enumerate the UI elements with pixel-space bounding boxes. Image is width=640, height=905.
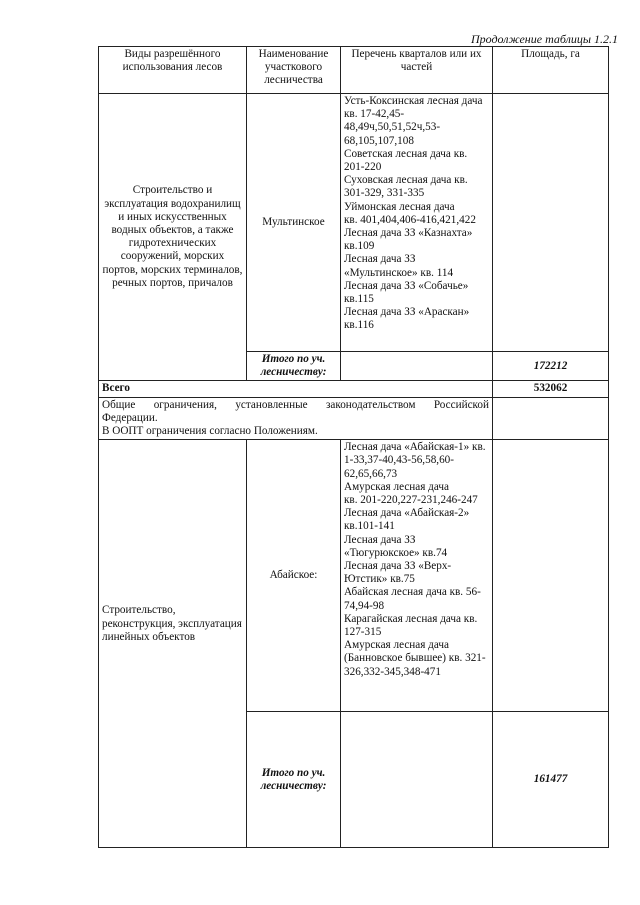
quarter-line: Лесная дача ЗЗ «Собачье» кв.115 <box>344 279 469 306</box>
quarter-line: кв. 401,404,406-416,421,422 <box>344 213 476 226</box>
general-area-empty <box>493 397 609 440</box>
general-restrictions-row <box>99 397 609 440</box>
total-label: Всего <box>99 381 493 397</box>
section1-area-empty <box>493 94 609 352</box>
general-line: Общие ограничения, установленные законодательством Российской <box>102 398 489 411</box>
section1-quarters <box>341 94 493 352</box>
header-forestry: Наименование участкового лесничества <box>247 47 341 94</box>
section2-area-empty <box>493 440 609 712</box>
table-caption: Продолжение таблицы 1.2.1 <box>470 32 618 46</box>
quarter-line: Лесная дача ЗЗ «Мультинское» кв. 114 <box>344 253 454 279</box>
quarter-line: Абайская лесная дача кв. 56-74,94-98 <box>344 586 481 612</box>
section1-subtotal-area: 172212 <box>493 352 609 381</box>
general-line: Федерации. <box>102 411 158 424</box>
section2-quarters <box>341 440 493 712</box>
forest-use-table <box>98 46 609 848</box>
total-row <box>99 381 609 397</box>
general-restrictions <box>99 397 493 440</box>
header-use-type: Виды разрешённого использования лесов <box>99 47 247 94</box>
header-quarters: Перечень кварталов или их частей <box>341 47 493 94</box>
quarter-line: Суховская лесная дача кв. 301-329, 331-335 <box>344 174 468 200</box>
section1-use-type: Строительство и эксплуатация водохранилищ и иных искусственных водных объектов, а также гидротехнических сооружений, морских портов, морских терминалов, речных портов, причалов <box>99 94 247 381</box>
quarter-line: Амурская лесная дача (Банновское бывшее) кв. 321-326,332-345,348-471 <box>344 639 486 678</box>
total-area: 532062 <box>493 381 609 397</box>
section2-subtotal-area: 161477 <box>493 712 609 848</box>
quarter-line: Лесная дача «Абайская-1» кв. 1-33,37-40,43-56,58,60-62,65,66,73 <box>344 441 486 480</box>
table-header-row <box>99 47 609 94</box>
section2-use-type: Строительство, реконструкция, эксплуатация линейных объектов <box>99 440 247 848</box>
section1-forestry: Мультинское <box>247 94 341 352</box>
section2-subtotal-label: Итого по уч. лесничеству: <box>247 712 341 848</box>
general-line: В ООПТ ограничения согласно Положениям. <box>102 425 318 438</box>
quarter-line: Усть-Коксинская лесная дача <box>344 95 483 107</box>
quarter-line: Уймонская лесная дача <box>344 200 455 213</box>
quarter-line: Карагайская лесная дача кв. 127-315 <box>344 612 478 639</box>
quarter-line: кв. 17-42,45-48,49ч,50,51,52ч,53-68,105,107,108 <box>344 108 441 147</box>
quarter-line: кв. 201-220,227-231,246-247 <box>344 494 478 507</box>
quarter-line: Лесная дача «Абайская-2» кв.101-141 <box>344 507 470 533</box>
quarter-line: Лесная дача ЗЗ «Араскан» кв.116 <box>344 306 470 332</box>
quarter-line: Советская лесная дача кв. 201-220 <box>344 147 468 174</box>
quarter-line: Лесная дача ЗЗ «Верх-Ютстик» кв.75 <box>344 560 452 586</box>
section1-subtotal-label: Итого по уч. лесничеству: <box>247 352 341 381</box>
section2-subtotal-empty <box>341 712 493 848</box>
section2-forestry: Абайское: <box>247 440 341 712</box>
quarter-line: Лесная дача ЗЗ «Казнахта» кв.109 <box>344 227 473 253</box>
quarter-line: Амурская лесная дача <box>344 480 449 493</box>
quarter-line: Лесная дача ЗЗ «Тюгурюкское» кв.74 <box>344 533 448 559</box>
header-area: Площадь, га <box>493 47 609 94</box>
section2-row <box>99 440 609 712</box>
section1-subtotal-empty <box>341 352 493 381</box>
section1-row <box>99 94 609 352</box>
